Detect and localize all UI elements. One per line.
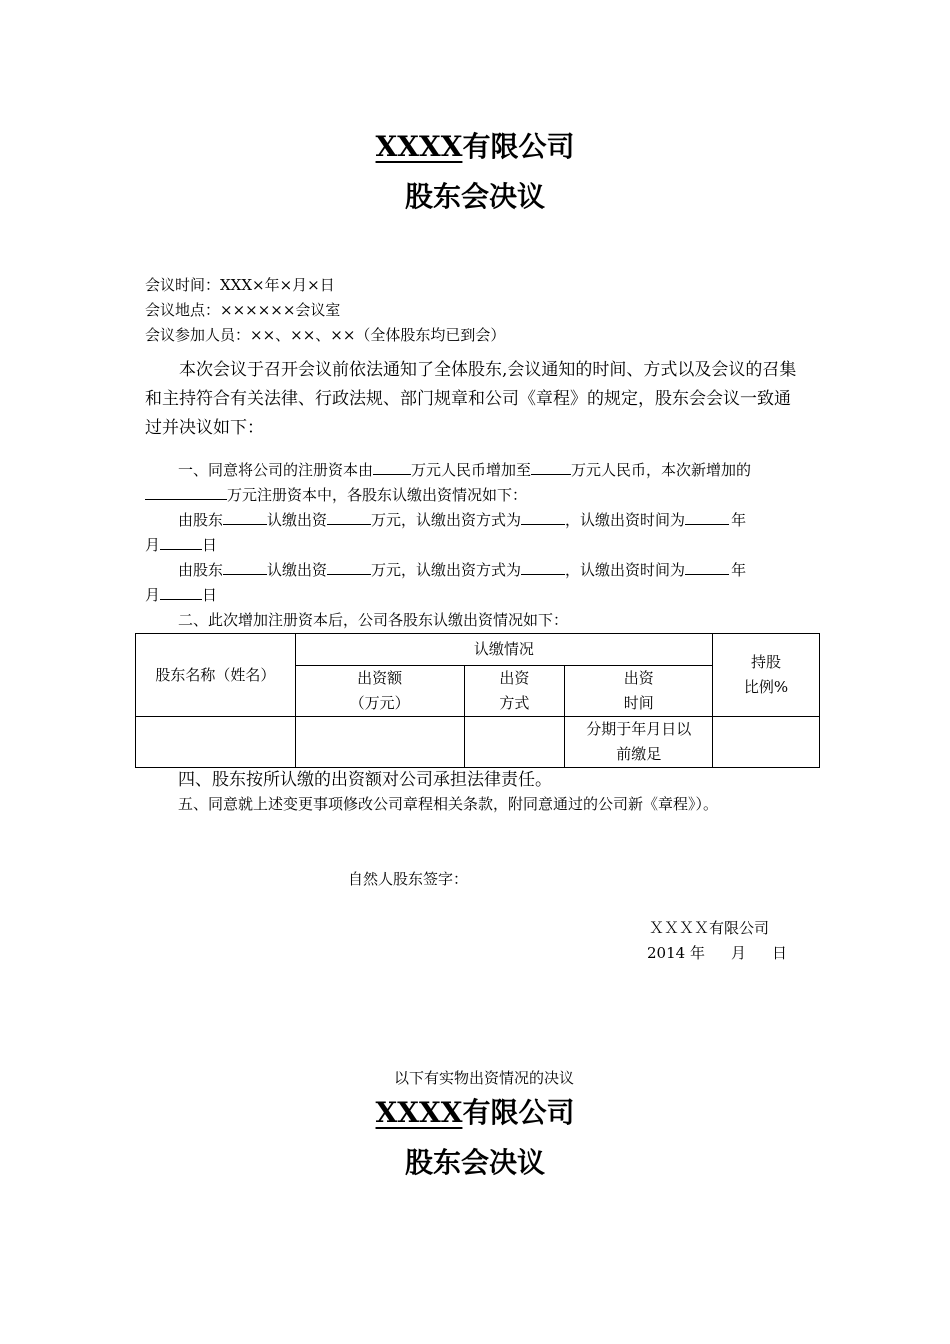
- meeting-attendees: 会议参加人员：××、××、××（全体股东均已到会）: [145, 326, 506, 344]
- shareholder-line-1-cont: [145, 533, 217, 558]
- date-month: 月: [730, 944, 746, 962]
- year-text: 年: [731, 511, 747, 529]
- cell-ratio: [713, 717, 820, 768]
- method-text: 万元，认缴出资方式为: [371, 511, 522, 529]
- blank-field: [685, 510, 729, 525]
- blank-field: [531, 460, 571, 475]
- header-time-line2: 时间: [623, 694, 654, 712]
- year-text: 年: [731, 561, 747, 579]
- item5: 五、同意就上述变更事项修改公司章程相关条款，附同意通过的公司新《章程》）。: [178, 795, 719, 813]
- header-subscription: 认缴情况: [295, 634, 712, 666]
- cell-amount: [295, 717, 464, 768]
- shareholder-line-1: [178, 508, 746, 533]
- header-ratio: [713, 634, 820, 717]
- header-amount-line1: 出资额: [357, 669, 403, 687]
- subscribe-text: 认缴出资: [267, 561, 328, 579]
- blank-field: [160, 535, 202, 550]
- blank-field: [685, 560, 729, 575]
- intro-paragraph: 本次会议于召开会议前依法通知了全体股东,会议通知的时间、方式以及会议的召集和主持符合有关法律、行政法规、部门规章和公司《章程》的规定，股东会会议一致通过并决议如下：: [145, 360, 797, 438]
- company-title-suffix: 有限公司: [462, 130, 575, 163]
- item2: 二、此次增加注册资本后，公司各股东认缴出资情况如下：: [178, 611, 569, 629]
- month-text: 月: [145, 586, 161, 604]
- blank-field: [223, 560, 267, 575]
- blank-field: [145, 485, 227, 500]
- company-title-prefix-2: XXXX: [375, 1096, 463, 1129]
- meeting-place: 会议地点：××××××会议室: [145, 301, 341, 319]
- day-text: 日: [202, 536, 218, 554]
- resolution-title-2: 股东会决议: [404, 1146, 545, 1179]
- header-method: [464, 666, 565, 717]
- header-method-line1: 出资: [499, 669, 530, 687]
- header-amount-line2: （万元）: [349, 694, 410, 712]
- subscription-table: [135, 633, 820, 768]
- item1-text-a: 一、同意将公司的注册资本由: [178, 461, 374, 479]
- company-title-suffix-2: 有限公司: [462, 1096, 575, 1129]
- table-header-row: [136, 634, 820, 666]
- month-text: 月: [145, 536, 161, 554]
- company-title: [0, 127, 950, 167]
- item1-text-d: 万元注册资本中，各股东认缴出资情况如下：: [227, 486, 528, 504]
- header-method-line2: 方式: [499, 694, 530, 712]
- header-ratio-line1: 持股: [751, 653, 782, 671]
- time-text: ，认缴出资时间为: [565, 561, 686, 579]
- blank-field: [373, 460, 411, 475]
- shareholder-text: 由股东: [178, 561, 224, 579]
- day-text: 日: [202, 586, 218, 604]
- header-amount: [295, 666, 464, 717]
- shareholder-line-2: [178, 558, 746, 583]
- subscribe-text: 认缴出资: [267, 511, 328, 529]
- cell-method: [464, 717, 565, 768]
- blank-field: [223, 510, 267, 525]
- resolution-title: 股东会决议: [404, 180, 545, 213]
- shareholder-text: 由股东: [178, 511, 224, 529]
- header-time: [565, 666, 713, 717]
- shareholder-line-2-cont: [145, 583, 217, 608]
- header-shareholder-name: 股东名称（姓名）: [136, 634, 296, 717]
- date-year: 2014 年: [647, 944, 705, 962]
- item4: 四、股东按所认缴的出资额对公司承担法律责任。: [178, 770, 552, 790]
- cell-time: [565, 717, 713, 768]
- date-day: 日: [771, 944, 787, 962]
- blank-field: [521, 560, 565, 575]
- table-row: [136, 717, 820, 768]
- meeting-time: 会议时间：XXX×年×月×日: [145, 276, 335, 294]
- item1-line2: [145, 483, 527, 508]
- physical-contribution-note: 以下有实物出资情况的决议: [393, 1069, 574, 1087]
- time-text: ，认缴出资时间为: [565, 511, 686, 529]
- blank-field: [521, 510, 565, 525]
- company-title-2: [0, 1093, 950, 1133]
- item1-text-b: 万元人民币增加至: [411, 461, 532, 479]
- blank-field: [327, 560, 371, 575]
- item1-line1: [178, 458, 751, 483]
- header-time-line1: 出资: [623, 669, 654, 687]
- sign-date: [647, 941, 787, 966]
- signature-label: 自然人股东签字：: [348, 870, 469, 888]
- method-text: 万元，认缴出资方式为: [371, 561, 522, 579]
- item1-text-c: 万元人民币，本次新增加的: [571, 461, 752, 479]
- blank-field: [160, 585, 202, 600]
- header-ratio-line2: 比例%: [743, 678, 789, 696]
- company-title-prefix: XXXX: [375, 130, 463, 163]
- cell-name: [136, 717, 296, 768]
- blank-field: [327, 510, 371, 525]
- cell-time-line1: 分期于年月日以: [586, 720, 692, 738]
- cell-time-line2: 前缴足: [616, 745, 662, 763]
- company-sign: ＸＸＸＸ有限公司: [649, 919, 770, 937]
